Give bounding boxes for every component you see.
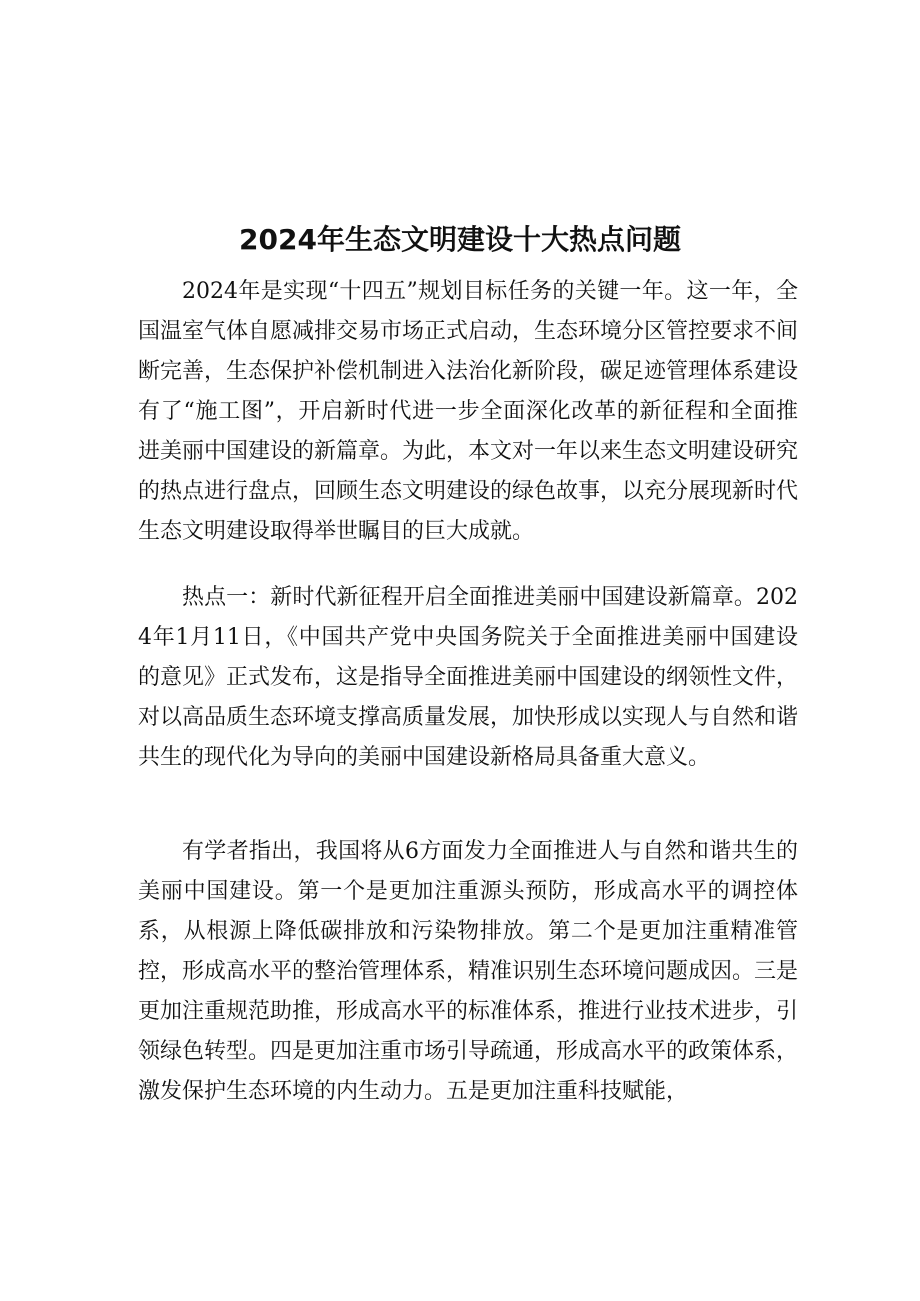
paragraph-intro: 2024年是实现“十四五”规划目标任务的关键一年。这一年，全国温室气体自愿减排交易市场正式启动，生态环境分区管控要求不间断完善，生态保护补偿机制进入法治化新阶段，碳足迹管理体系建设有了“施工图”，开启新时代进一步全面深化改革的新征程和全面推进美丽中国建设的新篇章。为此，本文对一年以来生态文明建设研究的热点进行盘点，回顾生态文明建设的绿色故事，以充分展现新时代生态文明建设取得举世瞩目的巨大成就。 (138, 279, 799, 544)
paragraph-scholar-view: 有学者指出，我国将从6方面发力全面推进人与自然和谐共生的美丽中国建设。第一个是更加注重源头预防，形成高水平的调控体系，从根源上降低碳排放和污染物排放。第二个是更加注重精准管控，形成高水平的整治管理体系，精准识别生态环境问题成因。三是更加注重规范助推，形成高水平的标准体系，推进行业技术进步，引领绿色转型。四是更加注重市场引导疏通，形成高水平的政策体系，激发保护生态环境的内生动力。五是更加注重科技赋能， (138, 839, 799, 1104)
document-title: 2024年生态文明建设十大热点问题 (239, 223, 681, 256)
paragraph-hotspot-one: 热点一：新时代新征程开启全面推进美丽中国建设新篇章。2024年1月11日，《中国共产党中央国务院关于全面推进美丽中国建设的意见》正式发布，这是指导全面推进美丽中国建设的纲领性文件，对以高品质生态环境支撑高质量发展，加快形成以实现人与自然和谐共生的现代化为导向的美丽中国建设新格局具备重大意义。 (138, 585, 799, 770)
